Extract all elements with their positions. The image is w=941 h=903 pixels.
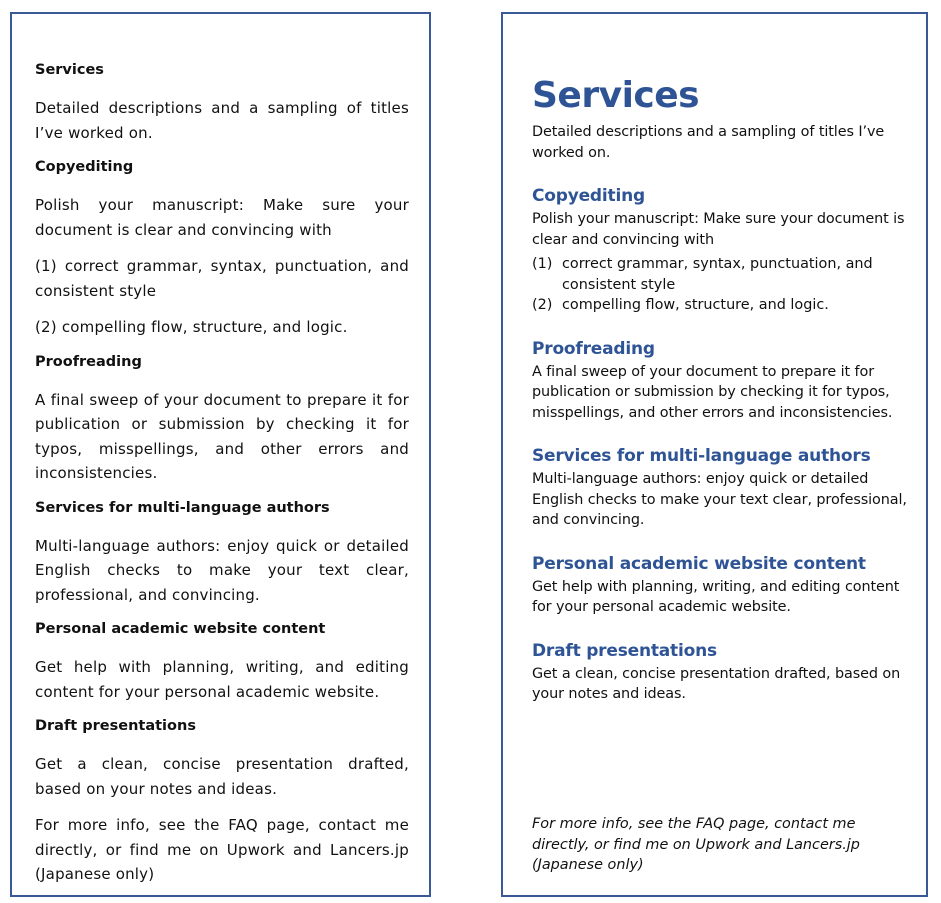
list-item <box>532 295 908 316</box>
copyediting-item-2: (2) compelling flow, structure, and logic. <box>35 318 348 336</box>
proofreading-heading: Proofreading <box>35 353 142 370</box>
copyediting-text: Polish your manuscript: Make sure your document is clear and convincing with <box>532 211 905 248</box>
website-heading: Personal academic website content <box>532 553 866 574</box>
presentations-heading: Draft presentations <box>532 640 717 661</box>
copyediting-heading: Copyediting <box>532 186 645 206</box>
website-text: Get help with planning, writing, and editing content for your personal academic website. <box>532 578 900 615</box>
list-item-number: (2) <box>532 297 553 313</box>
presentations-text: Get a clean, concise presentation drafted, based on your notes and ideas. <box>35 755 409 798</box>
copyediting-item-1: (1) correct grammar, syntax, punctuation, and consistent style <box>35 257 409 300</box>
multilang-heading: Services for multi-language authors <box>35 499 330 516</box>
list-item <box>532 254 908 295</box>
formatted-page <box>501 12 928 897</box>
services-title: Services <box>532 75 700 116</box>
services-heading: Services <box>35 62 104 78</box>
multilang-heading: Services for multi-language authors <box>532 446 871 466</box>
proofreading-text: A final sweep of your document to prepare it for publication or submission by checking it for typos, misspellings, and other errors and inconsistencies. <box>532 363 893 421</box>
services-intro: Detailed descriptions and a sampling of titles I’ve worked on. <box>35 99 409 142</box>
proofreading-text: A final sweep of your document to prepare it for publication or submission by checking it for typos, misspellings, and other errors and inconsistencies. <box>35 390 409 482</box>
multilang-text: Multi-language authors: enjoy quick or detailed English checks to make your text clear, professional, and convincing. <box>35 536 409 604</box>
more-info-note: For more info, see the FAQ page, contact me directly, or find me on Upwork and Lancers.jp (Japanese only) <box>532 816 860 873</box>
copyediting-heading: Copyediting <box>35 159 134 175</box>
copyediting-text: Polish your manuscript: Make sure your document is clear and convincing with <box>35 196 409 239</box>
list-item-text: correct grammar, syntax, punctuation, and consistent style <box>562 256 873 293</box>
proofreading-heading: Proofreading <box>532 338 655 359</box>
multilang-text: Multi-language authors: enjoy quick or detailed English checks to make your text clear, professional, and convincing. <box>532 471 907 528</box>
draft-page <box>10 12 431 897</box>
website-heading: Personal academic website content <box>35 621 326 637</box>
presentations-text: Get a clean, concise presentation drafted, based on your notes and ideas. <box>532 665 901 702</box>
services-intro: Detailed descriptions and a sampling of titles I’ve worked on. <box>532 124 885 161</box>
more-info-text: For more info, see the FAQ page, contact me directly, or find me on Upwork and Lancers.jp (Japanese only) <box>35 816 409 883</box>
website-text: Get help with planning, writing, and editing content for your personal academic website. <box>35 658 409 701</box>
list-item-number: (1) <box>532 256 553 272</box>
list-item-text: compelling flow, structure, and logic. <box>562 297 829 313</box>
presentations-heading: Draft presentations <box>35 718 196 734</box>
copyediting-list <box>532 254 908 316</box>
